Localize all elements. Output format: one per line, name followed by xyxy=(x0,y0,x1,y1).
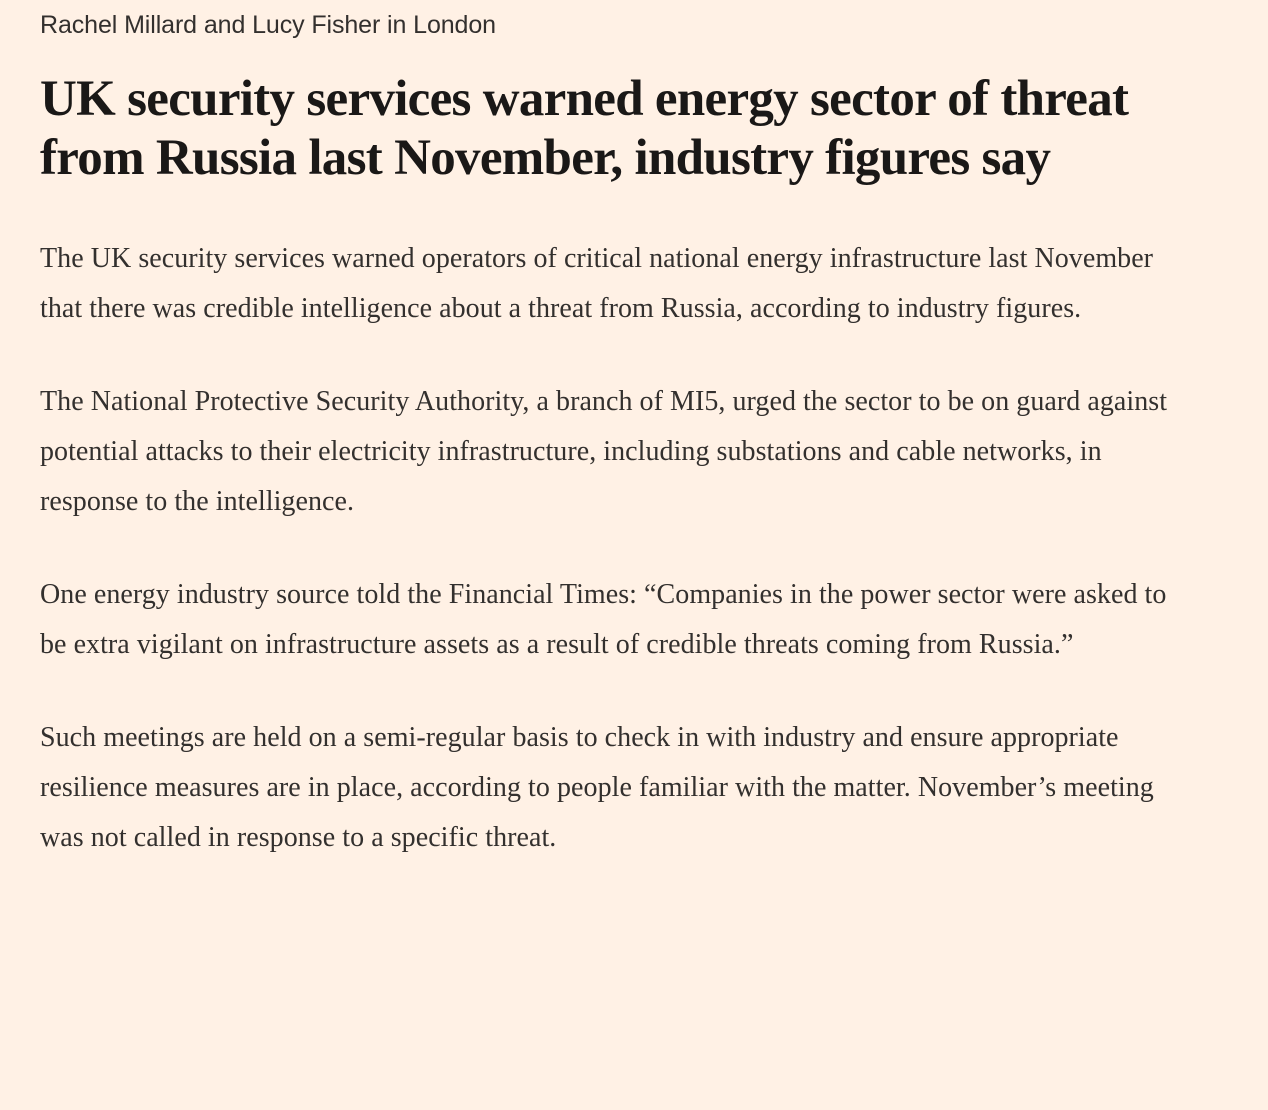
article-byline: Rachel Millard and Lucy Fisher in London xyxy=(40,11,496,39)
article-paragraph: One energy industry source told the Financial Times: “Companies in the power sector were asked to be extra vigilant on infrastructure assets as a result of credible threats coming from Russia.” xyxy=(40,579,1167,660)
article-headline: UK security services warned energy sector of threat from Russia last November, industry figures say xyxy=(40,71,1129,186)
article-body xyxy=(40,234,1228,863)
article-paragraph: Such meetings are held on a semi-regular basis to check in with industry and ensure appropriate resilience measures are in place, according to people familiar with the matter. November’s meeting was not called in response to a specific threat. xyxy=(40,722,1154,853)
article-paragraph: The UK security services warned operators of critical national energy infrastructure last November that there was credible intelligence about a threat from Russia, according to industry figures. xyxy=(40,243,1154,324)
article-paragraph: The National Protective Security Authority, a branch of MI5, urged the sector to be on guard against potential attacks to their electricity infrastructure, including substations and cable networks, in response to the intelligence. xyxy=(40,386,1168,517)
